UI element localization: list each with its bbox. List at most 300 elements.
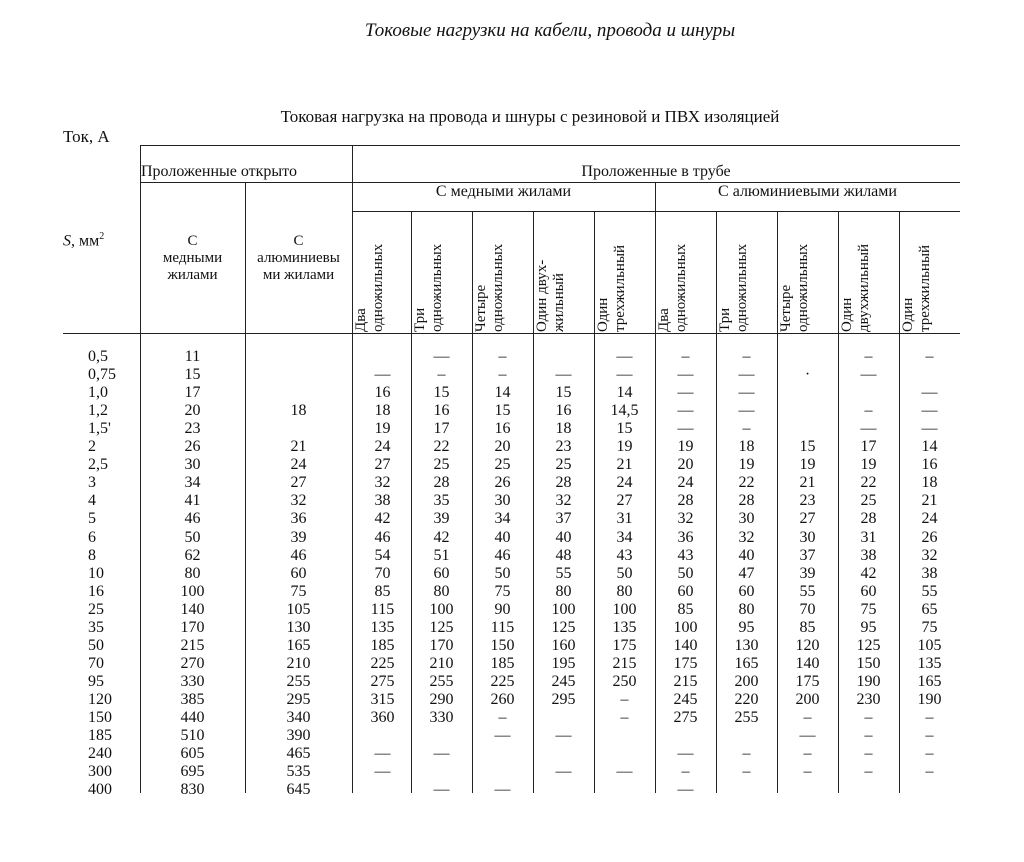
- current-value-cell: 16: [921, 456, 938, 473]
- current-value-cell: –: [864, 745, 873, 762]
- current-value-cell: 28: [433, 474, 450, 491]
- current-value-cell: 65: [921, 601, 938, 618]
- current-value-cell: 250: [612, 673, 637, 690]
- current-value-cell: 21: [290, 438, 307, 455]
- current-value-cell: –: [925, 763, 934, 780]
- current-value-cell: 19: [677, 438, 694, 455]
- page-title: Токовые нагрузки на кабели, провода и шнуры: [364, 20, 736, 41]
- cross-section-cell: 2,5: [88, 456, 108, 473]
- current-value-cell: 14: [921, 438, 938, 455]
- current-value-cell: —: [433, 348, 450, 365]
- cross-section-cell: 10: [88, 565, 104, 582]
- s-unit: , мм: [71, 232, 100, 250]
- current-value-cell: 20: [184, 402, 201, 419]
- current-value-cell: –: [681, 763, 690, 780]
- current-value-cell: –: [742, 763, 751, 780]
- current-value-cell: 85: [374, 583, 391, 600]
- current-value-cell: 27: [290, 474, 307, 491]
- pipe-column-header: Два одножильных: [656, 243, 689, 332]
- current-value-cell: 170: [180, 619, 205, 636]
- cross-section-cell: 2: [88, 438, 96, 455]
- current-value-cell: 80: [433, 583, 450, 600]
- current-value-cell: 200: [795, 691, 820, 708]
- current-value-cell: —: [738, 366, 755, 383]
- current-value-cell: 14: [494, 384, 511, 401]
- current-value-cell: —: [374, 763, 391, 780]
- pipe-column-header: Два одножильных: [353, 243, 386, 332]
- current-value-cell: 15: [799, 438, 816, 455]
- current-value-cell: 25: [433, 456, 450, 473]
- current-value-cell: 30: [184, 456, 201, 473]
- current-value-cell: –: [681, 348, 690, 365]
- current-value-cell: 210: [286, 655, 311, 672]
- current-value-cell: 18: [738, 438, 755, 455]
- current-value-cell: 190: [917, 691, 942, 708]
- current-value-cell: —: [616, 348, 633, 365]
- current-value-cell: 50: [184, 529, 201, 546]
- cross-section-cell: 4: [88, 492, 96, 509]
- header-open-copper: С медными жилами: [162, 233, 223, 283]
- current-value-cell: 185: [370, 637, 395, 654]
- cross-section-cell: 185: [88, 727, 112, 744]
- pipe-column-header: Один трехжильный: [595, 244, 628, 332]
- current-value-cell: —: [555, 727, 572, 744]
- cross-section-cell: 1,5': [88, 420, 111, 437]
- current-value-cell: 42: [433, 529, 450, 546]
- current-value-cell: 30: [799, 529, 816, 546]
- current-value-cell: 18: [290, 402, 307, 419]
- current-value-cell: 31: [860, 529, 877, 546]
- current-value-cell: 315: [370, 691, 395, 708]
- current-value-cell: 19: [374, 420, 391, 437]
- current-value-cell: 30: [738, 510, 755, 527]
- current-value-cell: 275: [673, 709, 698, 726]
- current-value-cell: 38: [860, 547, 877, 564]
- header-aluminum-group: С алюминиевыми жилами: [718, 183, 897, 200]
- current-value-cell: –: [864, 348, 873, 365]
- current-value-cell: 42: [860, 565, 877, 582]
- current-value-cell: 160: [551, 637, 576, 654]
- current-value-cell: 120: [795, 637, 820, 654]
- current-value-cell: 46: [494, 547, 511, 564]
- current-value-cell: –: [498, 366, 507, 383]
- current-value-cell: 19: [616, 438, 633, 455]
- cross-section-cell: 400: [88, 781, 112, 798]
- current-value-cell: 535: [286, 763, 311, 780]
- current-value-cell: 215: [612, 655, 637, 672]
- current-value-cell: 290: [429, 691, 454, 708]
- current-value-cell: —: [677, 384, 694, 401]
- current-value-cell: 695: [180, 763, 205, 780]
- current-value-cell: 21: [616, 456, 633, 473]
- current-value-cell: 360: [370, 709, 395, 726]
- current-value-cell: 27: [799, 510, 816, 527]
- current-value-cell: 24: [374, 438, 391, 455]
- current-value-cell: –: [742, 745, 751, 762]
- current-value-cell: 32: [921, 547, 938, 564]
- current-value-cell: —: [494, 727, 511, 744]
- header-copper-group: С медными жилами: [435, 183, 572, 200]
- current-value-cell: 31: [616, 510, 633, 527]
- current-value-cell: 17: [433, 420, 450, 437]
- current-value-cell: 42: [374, 510, 391, 527]
- current-value-cell: 50: [494, 565, 511, 582]
- current-value-cell: 28: [860, 510, 877, 527]
- current-value-cell: 75: [494, 583, 511, 600]
- current-value-cell: –: [925, 709, 934, 726]
- current-value-cell: 32: [738, 529, 755, 546]
- current-value-cell: 28: [677, 492, 694, 509]
- current-value-cell: —: [374, 366, 391, 383]
- current-value-cell: —: [677, 402, 694, 419]
- current-value-cell: 70: [374, 565, 391, 582]
- current-value-cell: 34: [184, 474, 201, 491]
- current-value-cell: 18: [555, 420, 572, 437]
- current-value-cell: 40: [494, 529, 511, 546]
- current-value-cell: 100: [429, 601, 454, 618]
- current-value-cell: 50: [616, 565, 633, 582]
- current-value-cell: 19: [799, 456, 816, 473]
- current-value-cell: 185: [490, 655, 515, 672]
- current-value-cell: 48: [555, 547, 572, 564]
- current-value-cell: –: [864, 763, 873, 780]
- current-value-cell: 60: [290, 565, 307, 582]
- cross-section-cell: 0,75: [88, 366, 116, 383]
- current-value-cell: 47: [738, 565, 755, 582]
- current-value-cell: —: [738, 402, 755, 419]
- current-value-cell: 195: [551, 655, 576, 672]
- current-value-cell: 24: [616, 474, 633, 491]
- current-value-cell: –: [925, 727, 934, 744]
- current-value-cell: 390: [286, 727, 311, 744]
- current-value-cell: 41: [184, 492, 201, 509]
- current-label: Ток, А: [63, 127, 110, 146]
- current-value-cell: 210: [429, 655, 454, 672]
- current-value-cell: 605: [180, 745, 205, 762]
- cross-section-cell: 1,2: [88, 402, 108, 419]
- current-value-cell: 37: [555, 510, 572, 527]
- current-value-cell: 20: [677, 456, 694, 473]
- current-value-cell: 170: [429, 637, 454, 654]
- current-value-cell: 165: [734, 655, 759, 672]
- cross-section-cell: 240: [88, 745, 112, 762]
- current-value-cell: 15: [433, 384, 450, 401]
- current-value-cell: 75: [860, 601, 877, 618]
- current-value-cell: 16: [555, 402, 572, 419]
- current-value-cell: —: [374, 745, 391, 762]
- current-value-cell: —: [616, 366, 633, 383]
- current-value-cell: 46: [374, 529, 391, 546]
- current-value-cell: 165: [917, 673, 942, 690]
- cross-section-cell: 95: [88, 673, 104, 690]
- current-value-cell: —: [921, 384, 938, 401]
- current-value-cell: —: [677, 366, 694, 383]
- current-value-cell: 16: [374, 384, 391, 401]
- current-value-cell: 25: [555, 456, 572, 473]
- current-value-cell: 135: [612, 619, 637, 636]
- cross-section-cell: 8: [88, 547, 96, 564]
- current-value-cell: 135: [370, 619, 395, 636]
- current-value-cell: 32: [677, 510, 694, 527]
- current-value-cell: —: [799, 727, 816, 744]
- current-value-cell: 95: [860, 619, 877, 636]
- pipe-column-header: Один двухжильный: [839, 243, 872, 332]
- cross-section-cell: 25: [88, 601, 104, 618]
- current-value-cell: 60: [738, 583, 755, 600]
- current-value-cell: 23: [184, 420, 201, 437]
- current-value-cell: 80: [184, 565, 201, 582]
- current-value-cell: 54: [374, 547, 391, 564]
- current-value-cell: 115: [370, 601, 395, 618]
- current-value-cell: —: [555, 763, 572, 780]
- cross-section-cell: 5: [88, 510, 96, 527]
- current-value-cell: 38: [374, 492, 391, 509]
- current-value-cell: 19: [738, 456, 755, 473]
- current-value-cell: 190: [856, 673, 881, 690]
- current-value-cell: 21: [799, 474, 816, 491]
- current-value-cell: 100: [180, 583, 205, 600]
- current-value-cell: 255: [286, 673, 311, 690]
- current-value-cell: 140: [673, 637, 698, 654]
- cross-section-cell: 16: [88, 583, 104, 600]
- current-value-cell: 22: [738, 474, 755, 491]
- current-value-cell: 25: [494, 456, 511, 473]
- current-value-cell: 245: [551, 673, 576, 690]
- current-value-cell: 175: [795, 673, 820, 690]
- header-open-aluminum: С алюминиевы ми жилами: [257, 233, 340, 283]
- current-value-cell: 17: [860, 438, 877, 455]
- current-value-cell: –: [925, 745, 934, 762]
- s-unit-sup: 2: [99, 231, 105, 242]
- current-value-cell: 255: [734, 709, 759, 726]
- current-value-cell: 36: [290, 510, 307, 527]
- header-open-group: Проложенные открыто: [141, 163, 297, 180]
- current-value-cell: 275: [370, 673, 395, 690]
- current-value-cell: 16: [494, 420, 511, 437]
- current-value-cell: —: [677, 745, 694, 762]
- current-value-cell: 70: [799, 601, 816, 618]
- current-value-cell: –: [864, 709, 873, 726]
- current-value-cell: 19: [860, 456, 877, 473]
- current-value-cell: 26: [184, 438, 201, 455]
- cross-section-cell: 300: [88, 763, 112, 780]
- current-value-cell: —: [860, 420, 877, 437]
- current-value-cell: 150: [490, 637, 515, 654]
- current-value-cell: 24: [677, 474, 694, 491]
- current-value-cell: 140: [795, 655, 820, 672]
- current-value-cell: 32: [555, 492, 572, 509]
- current-value-cell: 465: [286, 745, 311, 762]
- cross-section-cell: 3: [88, 474, 96, 491]
- current-value-cell: 645: [286, 781, 311, 798]
- current-value-cell: 175: [673, 655, 698, 672]
- current-value-cell: 60: [860, 583, 877, 600]
- current-value-cell: 125: [551, 619, 576, 636]
- cross-section-cell: 120: [88, 691, 112, 708]
- cross-section-cell: 70: [88, 655, 104, 672]
- current-value-cell: —: [860, 366, 877, 383]
- current-value-cell: 40: [555, 529, 572, 546]
- current-value-cell: 330: [180, 673, 205, 690]
- current-value-cell: 39: [433, 510, 450, 527]
- current-value-cell: 60: [677, 583, 694, 600]
- current-value-cell: 140: [180, 601, 205, 618]
- current-value-cell: 330: [429, 709, 454, 726]
- current-value-cell: 100: [612, 601, 637, 618]
- current-value-cell: 85: [799, 619, 816, 636]
- current-value-cell: 39: [799, 565, 816, 582]
- s-letter: S: [63, 232, 71, 250]
- current-value-cell: 270: [180, 655, 205, 672]
- current-value-cell: 28: [738, 492, 755, 509]
- current-value-cell: 38: [921, 565, 938, 582]
- current-value-cell: 115: [490, 619, 515, 636]
- current-value-cell: 75: [921, 619, 938, 636]
- current-value-cell: 260: [490, 691, 515, 708]
- cross-section-cell: 35: [88, 619, 104, 636]
- current-value-cell: 510: [180, 727, 205, 744]
- cross-section-cell: 1,0: [88, 384, 108, 401]
- current-value-cell: 21: [921, 492, 938, 509]
- pipe-column-header: Четыре одножильных: [778, 243, 811, 332]
- pipe-column-header: Четыре одножильных: [473, 243, 506, 332]
- current-value-cell: 220: [734, 691, 759, 708]
- current-value-cell: 230: [856, 691, 881, 708]
- current-value-cell: 340: [286, 709, 311, 726]
- current-value-cell: 28: [555, 474, 572, 491]
- current-value-cell: 34: [616, 529, 633, 546]
- current-value-cell: 15: [494, 402, 511, 419]
- current-value-cell: –: [498, 348, 507, 365]
- cross-section-cell: 50: [88, 637, 104, 654]
- pipe-column-header: Один двух- жильный: [534, 259, 567, 332]
- current-value-cell: 60: [433, 565, 450, 582]
- current-value-cell: 43: [616, 547, 633, 564]
- current-value-cell: 255: [429, 673, 454, 690]
- current-value-cell: 39: [290, 529, 307, 546]
- cross-section-cell: 150: [88, 709, 112, 726]
- current-value-cell: –: [803, 709, 812, 726]
- current-value-cell: 165: [286, 637, 311, 654]
- current-value-cell: 105: [917, 637, 942, 654]
- current-value-cell: 85: [677, 601, 694, 618]
- current-value-cell: 830: [180, 781, 205, 798]
- current-value-cell: —: [738, 384, 755, 401]
- current-value-cell: 30: [494, 492, 511, 509]
- current-value-cell: 125: [856, 637, 881, 654]
- current-value-cell: –: [803, 745, 812, 762]
- current-value-cell: 80: [738, 601, 755, 618]
- current-value-cell: 245: [673, 691, 698, 708]
- current-value-cell: 100: [551, 601, 576, 618]
- current-value-cell: 150: [856, 655, 881, 672]
- current-value-cell: 14: [616, 384, 633, 401]
- current-value-cell: 14,5: [610, 402, 639, 419]
- pipe-column-header: Три одножильных: [717, 243, 750, 332]
- current-value-cell: —: [555, 366, 572, 383]
- current-value-cell: 22: [433, 438, 450, 455]
- current-value-cell: 215: [673, 673, 698, 690]
- current-value-cell: 55: [799, 583, 816, 600]
- current-value-cell: 440: [180, 709, 205, 726]
- current-value-cell: 43: [677, 547, 694, 564]
- current-value-cell: 385: [180, 691, 205, 708]
- current-value-cell: 11: [184, 348, 201, 365]
- table-title: Токовая нагрузка на провода и шнуры с резиновой и ПВХ изоляцией: [280, 107, 780, 126]
- current-value-cell: —: [616, 763, 633, 780]
- current-value-cell: 26: [494, 474, 511, 491]
- current-value-cell: 130: [734, 637, 759, 654]
- current-value-cell: 23: [555, 438, 572, 455]
- current-value-cell: 15: [616, 420, 633, 437]
- pipe-column-header: Один трехжильный: [900, 244, 933, 332]
- current-value-cell: 16: [433, 402, 450, 419]
- cross-section-cell: 0,5: [88, 348, 108, 365]
- current-value-cell: 200: [734, 673, 759, 690]
- header-pipe-group: Проложенные в трубе: [581, 163, 731, 180]
- current-value-cell: —: [433, 781, 450, 798]
- current-value-cell: –: [620, 709, 629, 726]
- current-value-cell: –: [437, 366, 446, 383]
- current-value-cell: –: [803, 763, 812, 780]
- current-value-cell: 105: [286, 601, 311, 618]
- current-value-cell: 27: [374, 456, 391, 473]
- current-value-cell: 80: [616, 583, 633, 600]
- current-value-cell: 24: [921, 510, 938, 527]
- current-value-cell: 17: [184, 384, 201, 401]
- current-value-cell: 25: [860, 492, 877, 509]
- current-value-cell: 130: [286, 619, 311, 636]
- cross-section-cell: 6: [88, 529, 96, 546]
- current-value-cell: 55: [555, 565, 572, 582]
- current-value-cell: –: [925, 348, 934, 365]
- current-value-cell: –: [864, 402, 873, 419]
- current-value-cell: 18: [921, 474, 938, 491]
- current-value-cell: 37: [799, 547, 816, 564]
- current-value-cell: 225: [370, 655, 395, 672]
- current-value-cell: 22: [860, 474, 877, 491]
- current-value-cell: 51: [433, 547, 450, 564]
- current-value-cell: –: [864, 727, 873, 744]
- current-value-cell: 55: [921, 583, 938, 600]
- current-value-cell: 125: [429, 619, 454, 636]
- current-value-cell: 90: [494, 601, 511, 618]
- current-value-cell: 95: [738, 619, 755, 636]
- current-value-cell: –: [620, 691, 629, 708]
- current-value-cell: —: [494, 781, 511, 798]
- current-value-cell: –: [498, 709, 507, 726]
- current-value-cell: 36: [677, 529, 694, 546]
- current-value-cell: –: [742, 420, 751, 437]
- current-value-cell: 46: [290, 547, 307, 564]
- current-value-cell: 24: [290, 456, 307, 473]
- current-value-cell: 225: [490, 673, 515, 690]
- current-value-cell: —: [433, 745, 450, 762]
- current-value-cell: —: [677, 420, 694, 437]
- current-value-cell: 32: [290, 492, 307, 509]
- current-value-cell: –: [742, 348, 751, 365]
- current-value-cell: 50: [677, 565, 694, 582]
- current-value-cell: 295: [551, 691, 576, 708]
- pipe-column-header: Три одножильных: [412, 243, 445, 332]
- current-value-cell: 80: [555, 583, 572, 600]
- current-value-cell: 27: [616, 492, 633, 509]
- current-value-cell: 35: [433, 492, 450, 509]
- current-value-cell: 75: [290, 583, 307, 600]
- current-value-cell: 18: [374, 402, 391, 419]
- current-value-cell: 46: [184, 510, 201, 527]
- current-value-cell: 295: [286, 691, 311, 708]
